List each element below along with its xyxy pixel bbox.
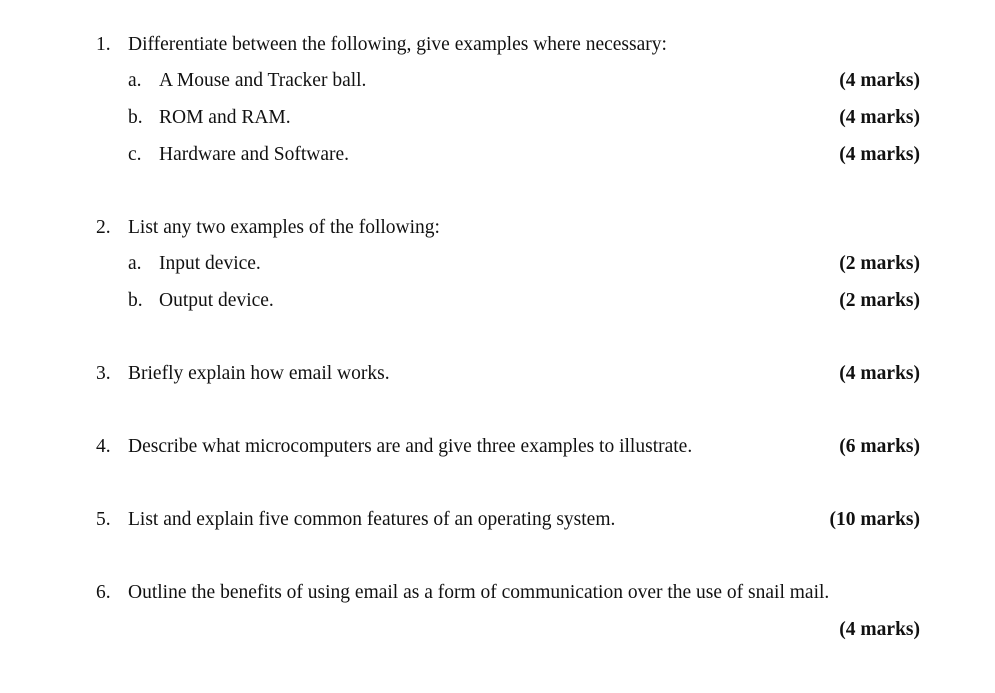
part-letter: c. bbox=[128, 144, 142, 165]
marks-label: (2 marks) bbox=[839, 253, 920, 274]
question-number: 5. bbox=[96, 509, 111, 530]
question-number: 3. bbox=[96, 363, 111, 384]
question-number: 2. bbox=[96, 217, 111, 238]
question-number: 4. bbox=[96, 436, 111, 457]
question-number: 6. bbox=[96, 582, 111, 603]
part-letter: b. bbox=[128, 107, 143, 128]
marks-label: (10 marks) bbox=[829, 509, 920, 530]
part-text: Output device. bbox=[159, 290, 274, 311]
question-text: Differentiate between the following, give examples where necessary: bbox=[128, 34, 667, 55]
marks-label: (4 marks) bbox=[839, 107, 920, 128]
marks-label: (4 marks) bbox=[839, 363, 920, 384]
question-text: Briefly explain how email works. bbox=[128, 363, 390, 384]
part-text: Input device. bbox=[159, 253, 261, 274]
part-text: Hardware and Software. bbox=[159, 144, 350, 165]
part-letter: a. bbox=[128, 253, 142, 274]
marks-label: (4 marks) bbox=[839, 144, 920, 165]
marks-label: (4 marks) bbox=[839, 619, 920, 640]
part-letter: a. bbox=[128, 70, 142, 91]
marks-label: (6 marks) bbox=[839, 436, 920, 457]
question-text: List any two examples of the following: bbox=[128, 217, 440, 238]
question-text: Describe what microcomputers are and give three examples to illustrate. bbox=[128, 436, 693, 457]
part-text: A Mouse and Tracker ball. bbox=[159, 70, 367, 91]
marks-label: (4 marks) bbox=[839, 70, 920, 91]
question-text: Outline the benefits of using email as a form of communication over the use of snail mail. bbox=[128, 582, 830, 603]
question-text: List and explain five common features of an operating system. bbox=[128, 509, 616, 530]
marks-label: (2 marks) bbox=[839, 290, 920, 311]
part-text: ROM and RAM. bbox=[159, 107, 291, 128]
part-letter: b. bbox=[128, 290, 143, 311]
question-number: 1. bbox=[96, 34, 111, 55]
